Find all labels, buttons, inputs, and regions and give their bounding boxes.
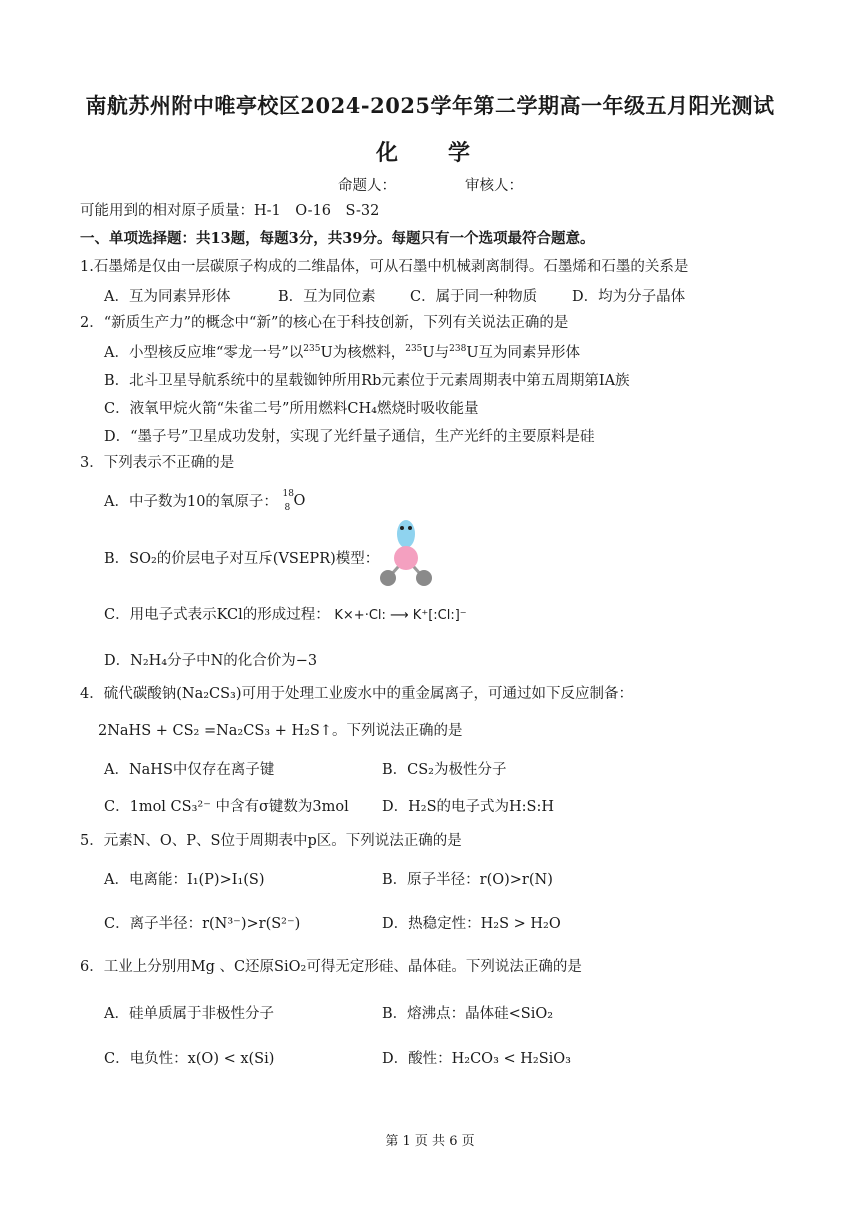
q2a-text-1: A．小型核反应堆“零龙一号”以 — [104, 345, 304, 361]
setter-label: 命题人： — [338, 178, 396, 194]
q3-option-b: B．SO₂的价层电子对互斥(VSEPR)模型： — [104, 551, 380, 567]
q6-option-b: B．熔沸点：晶体硅<SiO₂ — [382, 1006, 554, 1022]
q1-option-a: A．互为同素异形体 — [104, 289, 231, 305]
q3a-text: A．中子数为10的氧原子： — [104, 494, 278, 510]
page-footer: 第 1 页 共 6 页 — [385, 1134, 475, 1149]
q6-option-a: A．硅单质属于非极性分子 — [104, 1006, 274, 1022]
exam-title: 南航苏州附中唯亭校区2024-2025学年第二学期高一年级五月阳光测试 — [85, 93, 775, 118]
nuclide-atomic-number: 8 — [284, 503, 291, 513]
q2a-mass-1: 235 — [303, 344, 321, 355]
nuclide-symbol: O — [293, 493, 306, 509]
reviewer-label: 审核人： — [465, 178, 523, 194]
subject-title: 化 学 — [375, 140, 484, 166]
nuclide-notation — [282, 489, 306, 513]
q4-equation: 2NaHS + CS₂ =Na₂CS₃ + H₂S↑。下列说法正确的是 — [98, 723, 463, 739]
q1-option-d: D．均为分子晶体 — [572, 289, 686, 305]
q5-option-d: D．热稳定性：H₂S > H₂O — [382, 916, 561, 932]
q2a-text-3: U与 — [422, 345, 450, 361]
q2-option-a — [104, 341, 580, 362]
question-3-stem: 3．下列表示不正确的是 — [80, 455, 235, 471]
side-atom-right — [416, 570, 432, 586]
q2-option-b: B．北斗卫星导航系统中的星载铷钟所用Rb元素位于元素周期表中第五周期第IA族 — [104, 373, 630, 389]
q3-option-a — [104, 490, 305, 511]
q6-option-c: C．电负性：x(O) < x(Si) — [104, 1051, 275, 1067]
q2a-mass-3: 238 — [449, 344, 467, 355]
question-1-stem: 1.石墨烯是仅由一层碳原子构成的二维晶体，可从石墨中机械剥离制得。石墨烯和石墨的关系是 — [80, 259, 689, 275]
lone-pair-electron — [408, 526, 412, 530]
q4-option-d: D．H₂S的电子式为H:S:H — [382, 799, 555, 815]
q5-option-c: C．离子半径：r(N³⁻)>r(S²⁻) — [104, 916, 301, 932]
q5-option-a: A．电离能：I₁(P)>I₁(S) — [104, 872, 265, 888]
q2a-text-4: U互为同素异形体 — [466, 345, 581, 361]
question-2-stem: 2．“新质生产力”的概念中“新”的核心在于科技创新，下列有关说法正确的是 — [80, 315, 569, 331]
q4-option-a: A．NaHS中仅存在离子键 — [104, 762, 275, 778]
so2-vsepr-model — [372, 518, 442, 590]
q2-option-d: D．“墨子号”卫星成功发射，实现了光纤量子通信，生产光纤的主要原料是硅 — [104, 429, 595, 445]
q6-option-d: D．酸性：H₂CO₃ < H₂SiO₃ — [382, 1051, 571, 1067]
kcl-formation-equation: K×+·Cl: ⟶ K⁺[:Cl:]⁻ — [334, 608, 467, 623]
q2a-text-2: U为核燃料， — [320, 345, 406, 361]
q3-option-c — [104, 603, 467, 624]
q2a-mass-2: 235 — [405, 344, 423, 355]
question-5-stem: 5．元素N、O、P、S位于周期表中p区。下列说法正确的是 — [80, 833, 462, 849]
lone-pair-electron — [400, 526, 404, 530]
question-6-stem: 6．工业上分别用Mg 、C还原SiO₂可得无定形硅、晶体硅。下列说法正确的是 — [80, 959, 582, 975]
nuclide-mass: 18 — [282, 489, 294, 499]
question-4-stem: 4．硫代碳酸钠(Na₂CS₃)可用于处理工业废水中的重金属离子，可通过如下反应制备： — [80, 686, 634, 702]
side-atom-left — [380, 570, 396, 586]
lone-pair-lobe — [397, 520, 415, 548]
q2-option-c: C．液氧甲烷火箭“朱雀二号”所用燃料CH₄燃烧时吸收能量 — [104, 401, 479, 417]
section-heading: 一、单项选择题：共13题，每题3分，共39分。每题只有一个选项最符合题意。 — [80, 230, 595, 247]
q1-option-b: B．互为同位素 — [278, 289, 376, 305]
q1-option-c: C．属于同一种物质 — [410, 289, 538, 305]
central-atom — [394, 546, 418, 570]
q3-option-d: D．N₂H₄分子中N的化合价为−3 — [104, 653, 318, 669]
q5-option-b: B．原子半径：r(O)>r(N) — [382, 872, 553, 888]
atomic-masses: 可能用到的相对原子质量：H-1 O-16 S-32 — [80, 203, 380, 219]
q3c-text: C．用电子式表示KCl的形成过程： — [104, 607, 330, 623]
q4-option-c: C．1mol CS₃²⁻ 中含有σ键数为3mol — [104, 799, 349, 815]
q4-option-b: B．CS₂为极性分子 — [382, 762, 507, 778]
